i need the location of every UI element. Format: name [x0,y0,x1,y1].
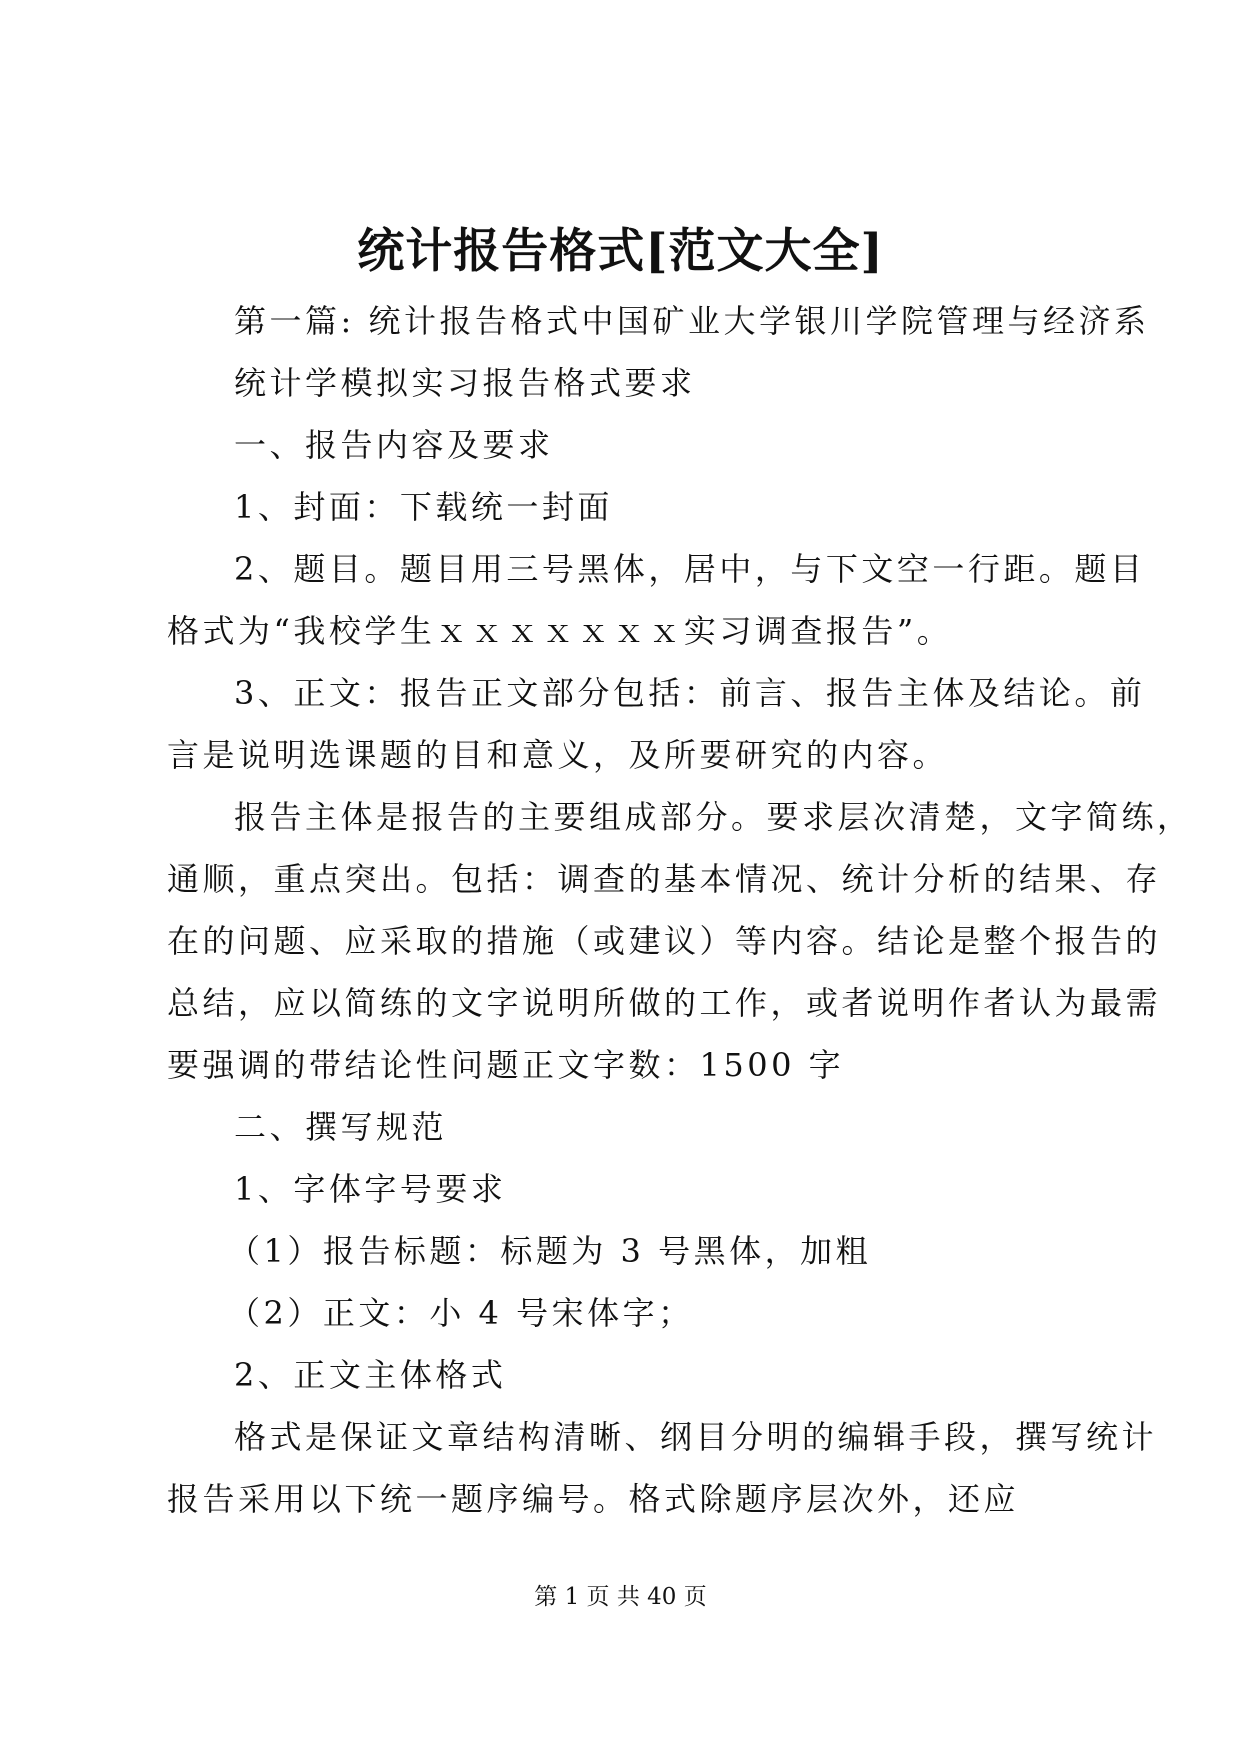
paragraph-line: （1）报告标题：标题为 3 号黑体，加粗 [228,1232,872,1270]
paragraph-line: 3、正文：报告正文部分包括：前言、报告主体及结论。前 [234,674,1146,712]
paragraph-line: 格式为“我校学生ｘｘｘｘｘｘｘ实习调查报告”。 [167,612,953,650]
paragraph-line: 2、正文主体格式 [234,1356,507,1394]
paragraph-line: 在的问题、应采取的措施（或建议）等内容。结论是整个报告的 [167,922,1162,960]
document-body [167,290,1193,1530]
paragraph-line: 格式是保证文章结构清晰、纲目分明的编辑手段，撰写统计 [234,1418,1158,1456]
paragraph-line: 报告采用以下统一题序编号。格式除题序层次外，还应 [167,1480,1020,1518]
paragraph-line: 通顺，重点突出。包括：调查的基本情况、统计分析的结果、存 [167,860,1162,898]
section-heading: 二、撰写规范 [234,1108,448,1146]
paragraph-line: 统计学模拟实习报告格式要求 [234,364,696,402]
page-footer: 第 1 页 共 40 页 [534,1584,707,1610]
paragraph-line: 第一篇: 统计报告格式中国矿业大学银川学院管理与经济系 [234,302,1150,340]
paragraph-line: 总结，应以简练的文字说明所做的工作，或者说明作者认为最需 [167,984,1162,1022]
paragraph-line: 1、封面：下载统一封面 [234,488,613,526]
paragraph-line: （2）正文：小 4 号宋体字； [228,1294,694,1332]
paragraph-line: 1、字体字号要求 [234,1170,507,1208]
paragraph-line: 要强调的带结论性问题正文字数：1500 字 [167,1046,845,1084]
paragraph-line: 报告主体是报告的主要组成部分。要求层次清楚，文字简练， [234,798,1193,836]
paragraph-line: 言是说明选课题的目和意义，及所要研究的内容。 [167,736,949,774]
section-heading: 一、报告内容及要求 [234,426,554,464]
document-title: 统计报告格式[范文大全] [357,224,884,279]
paragraph-line: 2、题目。题目用三号黑体，居中，与下文空一行距。题目 [234,550,1146,588]
